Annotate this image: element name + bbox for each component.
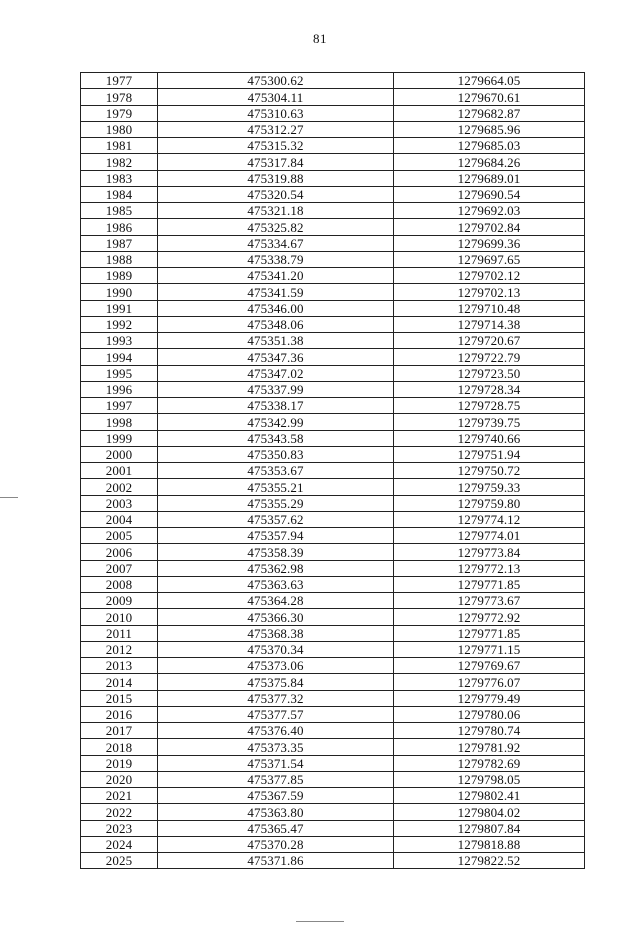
point-id-cell: 2020 <box>81 771 158 787</box>
point-id-cell: 2003 <box>81 495 158 511</box>
y-coordinate-cell: 1279692.03 <box>394 203 585 219</box>
point-id-cell: 2017 <box>81 723 158 739</box>
x-coordinate-cell: 475338.17 <box>158 398 394 414</box>
point-id-cell: 2009 <box>81 593 158 609</box>
table-row <box>81 333 585 349</box>
x-coordinate-cell: 475334.67 <box>158 235 394 251</box>
x-coordinate-cell: 475319.88 <box>158 170 394 186</box>
y-coordinate-cell: 1279750.72 <box>394 463 585 479</box>
y-coordinate-cell: 1279773.84 <box>394 544 585 560</box>
table-row <box>81 739 585 755</box>
point-id-cell: 2005 <box>81 528 158 544</box>
point-id-cell: 2023 <box>81 820 158 836</box>
y-coordinate-cell: 1279772.13 <box>394 560 585 576</box>
x-coordinate-cell: 475312.27 <box>158 121 394 137</box>
table-row <box>81 89 585 105</box>
point-id-cell: 1980 <box>81 121 158 137</box>
point-id-cell: 2021 <box>81 788 158 804</box>
y-coordinate-cell: 1279771.15 <box>394 641 585 657</box>
point-id-cell: 1993 <box>81 333 158 349</box>
x-coordinate-cell: 475341.20 <box>158 268 394 284</box>
y-coordinate-cell: 1279776.07 <box>394 674 585 690</box>
table-row <box>81 804 585 820</box>
y-coordinate-cell: 1279759.80 <box>394 495 585 511</box>
scan-mark-left <box>0 497 18 498</box>
x-coordinate-cell: 475346.00 <box>158 300 394 316</box>
point-id-cell: 1991 <box>81 300 158 316</box>
x-coordinate-cell: 475363.63 <box>158 576 394 592</box>
coordinate-table-body <box>81 73 585 869</box>
x-coordinate-cell: 475358.39 <box>158 544 394 560</box>
x-coordinate-cell: 475370.28 <box>158 836 394 852</box>
point-id-cell: 1979 <box>81 105 158 121</box>
x-coordinate-cell: 475353.67 <box>158 463 394 479</box>
y-coordinate-cell: 1279740.66 <box>394 430 585 446</box>
table-row <box>81 154 585 170</box>
x-coordinate-cell: 475300.62 <box>158 73 394 89</box>
y-coordinate-cell: 1279714.38 <box>394 316 585 332</box>
point-id-cell: 2016 <box>81 706 158 722</box>
table-row <box>81 609 585 625</box>
point-id-cell: 1985 <box>81 203 158 219</box>
table-row <box>81 853 585 869</box>
x-coordinate-cell: 475350.83 <box>158 446 394 462</box>
table-row <box>81 446 585 462</box>
x-coordinate-cell: 475371.54 <box>158 755 394 771</box>
x-coordinate-cell: 475363.80 <box>158 804 394 820</box>
y-coordinate-cell: 1279818.88 <box>394 836 585 852</box>
y-coordinate-cell: 1279702.12 <box>394 268 585 284</box>
point-id-cell: 2015 <box>81 690 158 706</box>
point-id-cell: 1994 <box>81 349 158 365</box>
y-coordinate-cell: 1279807.84 <box>394 820 585 836</box>
x-coordinate-cell: 475348.06 <box>158 316 394 332</box>
table-row <box>81 219 585 235</box>
point-id-cell: 2012 <box>81 641 158 657</box>
point-id-cell: 2002 <box>81 479 158 495</box>
y-coordinate-cell: 1279664.05 <box>394 73 585 89</box>
point-id-cell: 2025 <box>81 853 158 869</box>
point-id-cell: 2000 <box>81 446 158 462</box>
y-coordinate-cell: 1279670.61 <box>394 89 585 105</box>
y-coordinate-cell: 1279782.69 <box>394 755 585 771</box>
y-coordinate-cell: 1279728.75 <box>394 398 585 414</box>
x-coordinate-cell: 475366.30 <box>158 609 394 625</box>
table-row <box>81 349 585 365</box>
table-row <box>81 836 585 852</box>
table-row <box>81 316 585 332</box>
x-coordinate-cell: 475325.82 <box>158 219 394 235</box>
point-id-cell: 1984 <box>81 186 158 202</box>
table-row <box>81 203 585 219</box>
point-id-cell: 1989 <box>81 268 158 284</box>
table-row <box>81 528 585 544</box>
table-row <box>81 690 585 706</box>
x-coordinate-cell: 475377.32 <box>158 690 394 706</box>
y-coordinate-cell: 1279689.01 <box>394 170 585 186</box>
y-coordinate-cell: 1279702.84 <box>394 219 585 235</box>
x-coordinate-cell: 475321.18 <box>158 203 394 219</box>
table-row <box>81 235 585 251</box>
y-coordinate-cell: 1279690.54 <box>394 186 585 202</box>
x-coordinate-cell: 475371.86 <box>158 853 394 869</box>
point-id-cell: 1978 <box>81 89 158 105</box>
point-id-cell: 1986 <box>81 219 158 235</box>
y-coordinate-cell: 1279798.05 <box>394 771 585 787</box>
x-coordinate-cell: 475351.38 <box>158 333 394 349</box>
x-coordinate-cell: 475317.84 <box>158 154 394 170</box>
y-coordinate-cell: 1279702.13 <box>394 284 585 300</box>
table-row <box>81 300 585 316</box>
point-id-cell: 1982 <box>81 154 158 170</box>
point-id-cell: 1988 <box>81 251 158 267</box>
table-row <box>81 414 585 430</box>
table-row <box>81 73 585 89</box>
point-id-cell: 1983 <box>81 170 158 186</box>
y-coordinate-cell: 1279710.48 <box>394 300 585 316</box>
table-row <box>81 820 585 836</box>
point-id-cell: 2004 <box>81 511 158 527</box>
table-row <box>81 170 585 186</box>
table-row <box>81 576 585 592</box>
point-id-cell: 1998 <box>81 414 158 430</box>
point-id-cell: 1999 <box>81 430 158 446</box>
scan-mark-bottom <box>296 921 344 922</box>
table-row <box>81 138 585 154</box>
x-coordinate-cell: 475357.62 <box>158 511 394 527</box>
y-coordinate-cell: 1279759.33 <box>394 479 585 495</box>
coordinate-table <box>80 72 585 869</box>
x-coordinate-cell: 475365.47 <box>158 820 394 836</box>
x-coordinate-cell: 475370.34 <box>158 641 394 657</box>
x-coordinate-cell: 475375.84 <box>158 674 394 690</box>
y-coordinate-cell: 1279781.92 <box>394 739 585 755</box>
table-row <box>81 430 585 446</box>
y-coordinate-cell: 1279780.74 <box>394 723 585 739</box>
x-coordinate-cell: 475304.11 <box>158 89 394 105</box>
point-id-cell: 1987 <box>81 235 158 251</box>
table-row <box>81 706 585 722</box>
point-id-cell: 2022 <box>81 804 158 820</box>
point-id-cell: 2019 <box>81 755 158 771</box>
y-coordinate-cell: 1279774.01 <box>394 528 585 544</box>
x-coordinate-cell: 475342.99 <box>158 414 394 430</box>
point-id-cell: 2010 <box>81 609 158 625</box>
x-coordinate-cell: 475377.85 <box>158 771 394 787</box>
y-coordinate-cell: 1279771.85 <box>394 625 585 641</box>
coordinate-table-container <box>80 72 584 869</box>
y-coordinate-cell: 1279699.36 <box>394 235 585 251</box>
y-coordinate-cell: 1279773.67 <box>394 593 585 609</box>
page-number: 81 <box>313 31 327 46</box>
x-coordinate-cell: 475355.21 <box>158 479 394 495</box>
y-coordinate-cell: 1279685.03 <box>394 138 585 154</box>
y-coordinate-cell: 1279723.50 <box>394 365 585 381</box>
point-id-cell: 1997 <box>81 398 158 414</box>
x-coordinate-cell: 475367.59 <box>158 788 394 804</box>
y-coordinate-cell: 1279779.49 <box>394 690 585 706</box>
x-coordinate-cell: 475347.02 <box>158 365 394 381</box>
y-coordinate-cell: 1279685.96 <box>394 121 585 137</box>
point-id-cell: 2008 <box>81 576 158 592</box>
x-coordinate-cell: 475368.38 <box>158 625 394 641</box>
x-coordinate-cell: 475357.94 <box>158 528 394 544</box>
table-row <box>81 398 585 414</box>
x-coordinate-cell: 475376.40 <box>158 723 394 739</box>
table-row <box>81 365 585 381</box>
y-coordinate-cell: 1279822.52 <box>394 853 585 869</box>
x-coordinate-cell: 475362.98 <box>158 560 394 576</box>
x-coordinate-cell: 475373.35 <box>158 739 394 755</box>
table-row <box>81 641 585 657</box>
x-coordinate-cell: 475355.29 <box>158 495 394 511</box>
table-row <box>81 121 585 137</box>
table-row <box>81 593 585 609</box>
x-coordinate-cell: 475341.59 <box>158 284 394 300</box>
x-coordinate-cell: 475364.28 <box>158 593 394 609</box>
y-coordinate-cell: 1279722.79 <box>394 349 585 365</box>
y-coordinate-cell: 1279697.65 <box>394 251 585 267</box>
table-row <box>81 105 585 121</box>
point-id-cell: 2011 <box>81 625 158 641</box>
y-coordinate-cell: 1279804.02 <box>394 804 585 820</box>
point-id-cell: 1996 <box>81 381 158 397</box>
x-coordinate-cell: 475343.58 <box>158 430 394 446</box>
y-coordinate-cell: 1279728.34 <box>394 381 585 397</box>
point-id-cell: 1977 <box>81 73 158 89</box>
point-id-cell: 2006 <box>81 544 158 560</box>
x-coordinate-cell: 475310.63 <box>158 105 394 121</box>
table-row <box>81 284 585 300</box>
y-coordinate-cell: 1279684.26 <box>394 154 585 170</box>
x-coordinate-cell: 475373.06 <box>158 658 394 674</box>
table-row <box>81 755 585 771</box>
table-row <box>81 268 585 284</box>
y-coordinate-cell: 1279751.94 <box>394 446 585 462</box>
table-row <box>81 723 585 739</box>
table-row <box>81 658 585 674</box>
y-coordinate-cell: 1279780.06 <box>394 706 585 722</box>
y-coordinate-cell: 1279771.85 <box>394 576 585 592</box>
table-row <box>81 251 585 267</box>
point-id-cell: 2014 <box>81 674 158 690</box>
table-row <box>81 544 585 560</box>
table-row <box>81 495 585 511</box>
y-coordinate-cell: 1279772.92 <box>394 609 585 625</box>
y-coordinate-cell: 1279769.67 <box>394 658 585 674</box>
point-id-cell: 2001 <box>81 463 158 479</box>
x-coordinate-cell: 475315.32 <box>158 138 394 154</box>
point-id-cell: 1990 <box>81 284 158 300</box>
table-row <box>81 463 585 479</box>
y-coordinate-cell: 1279739.75 <box>394 414 585 430</box>
table-row <box>81 479 585 495</box>
point-id-cell: 1995 <box>81 365 158 381</box>
x-coordinate-cell: 475347.36 <box>158 349 394 365</box>
point-id-cell: 2007 <box>81 560 158 576</box>
table-row <box>81 186 585 202</box>
table-row <box>81 674 585 690</box>
y-coordinate-cell: 1279682.87 <box>394 105 585 121</box>
table-row <box>81 771 585 787</box>
point-id-cell: 1992 <box>81 316 158 332</box>
y-coordinate-cell: 1279802.41 <box>394 788 585 804</box>
x-coordinate-cell: 475320.54 <box>158 186 394 202</box>
point-id-cell: 1981 <box>81 138 158 154</box>
table-row <box>81 560 585 576</box>
table-row <box>81 381 585 397</box>
table-row <box>81 788 585 804</box>
y-coordinate-cell: 1279720.67 <box>394 333 585 349</box>
y-coordinate-cell: 1279774.12 <box>394 511 585 527</box>
table-row <box>81 511 585 527</box>
point-id-cell: 2013 <box>81 658 158 674</box>
x-coordinate-cell: 475338.79 <box>158 251 394 267</box>
point-id-cell: 2024 <box>81 836 158 852</box>
table-row <box>81 625 585 641</box>
point-id-cell: 2018 <box>81 739 158 755</box>
x-coordinate-cell: 475377.57 <box>158 706 394 722</box>
x-coordinate-cell: 475337.99 <box>158 381 394 397</box>
